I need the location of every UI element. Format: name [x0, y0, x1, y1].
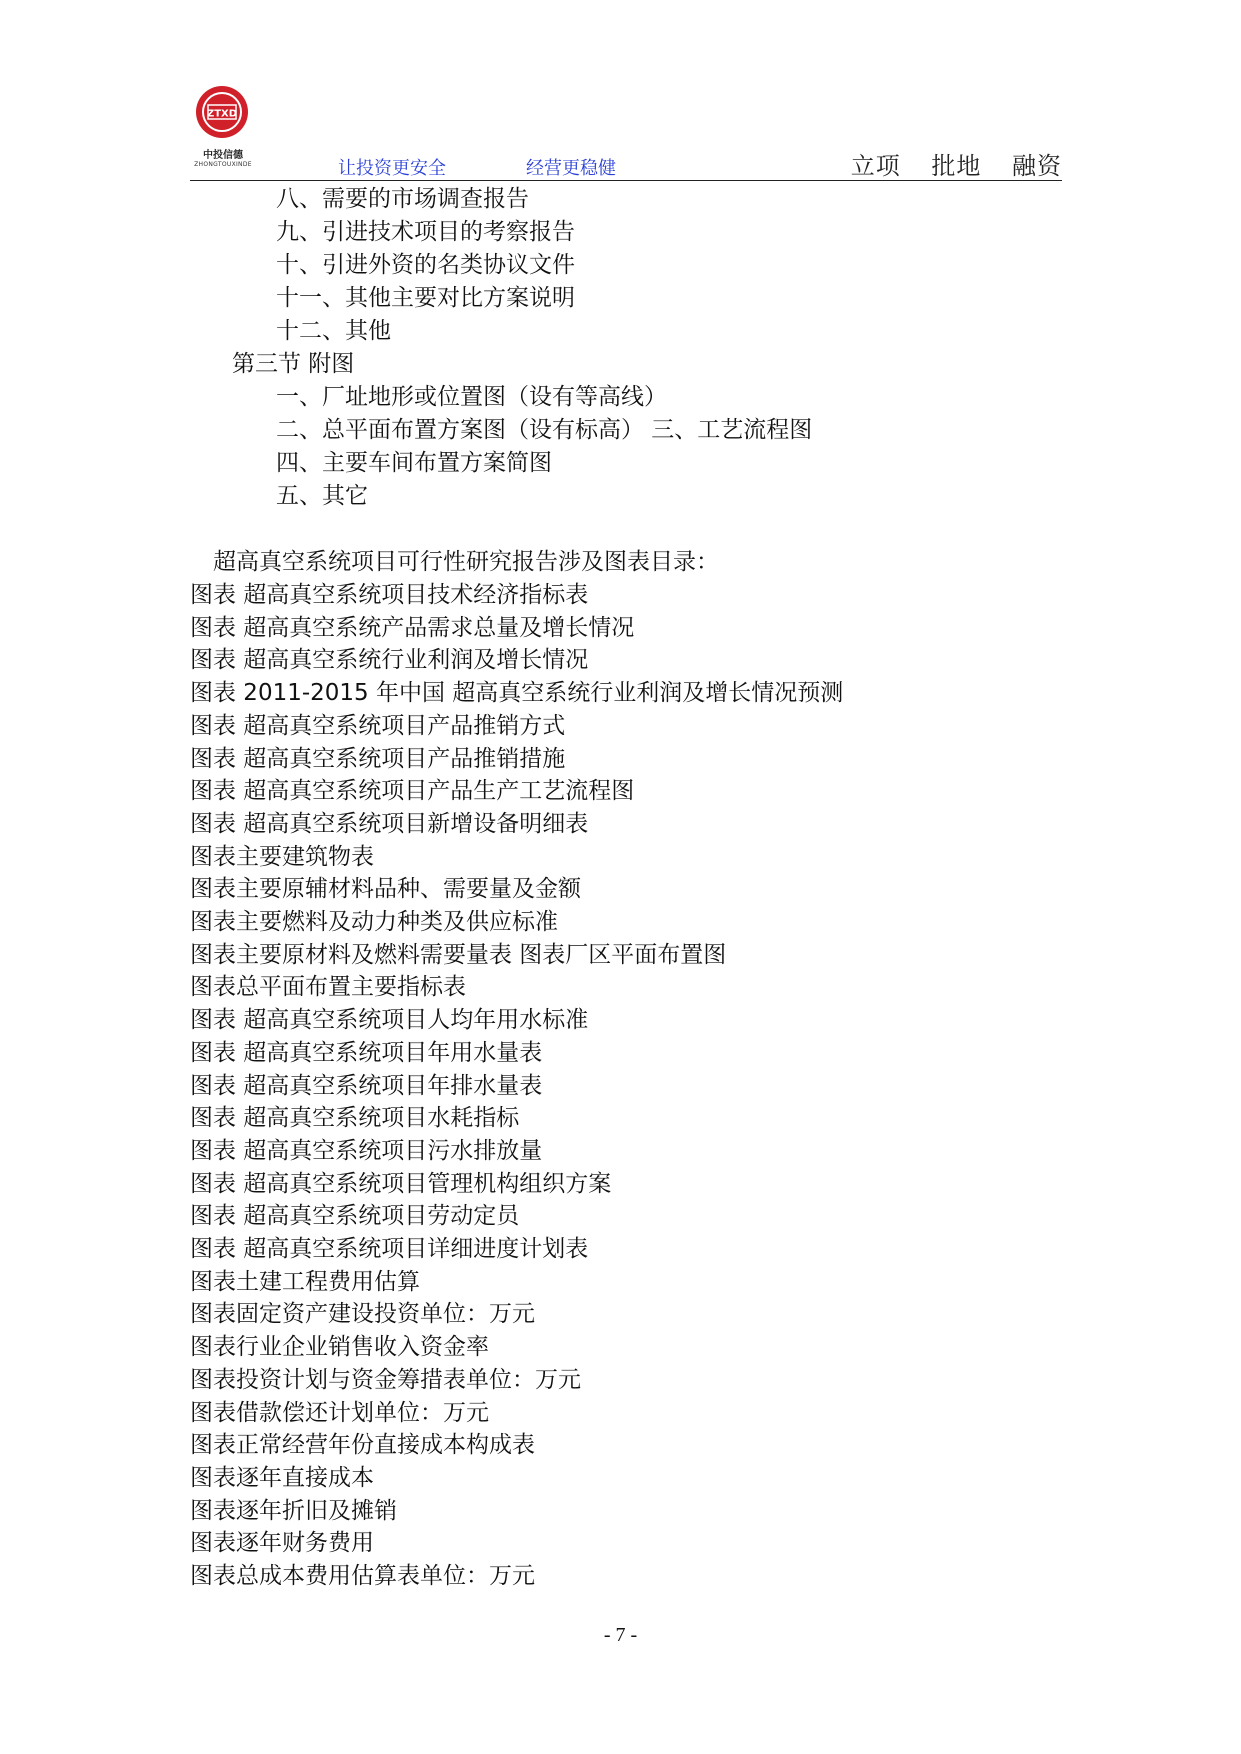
chart-list-item: 图表主要原材料及燃料需要量表 图表厂区平面布置图 [190, 941, 727, 968]
chart-list-item: 图表 超高真空系统项目年用水量表 [190, 1039, 543, 1066]
svg-text:ZTXD: ZTXD [206, 108, 238, 120]
chart-list-title: 超高真空系统项目可行性研究报告涉及图表目录： [213, 549, 719, 575]
appendix-item: 一、厂址地形或位置图（设有等高线） [276, 384, 667, 410]
appendix-item: 四、主要车间布置方案简图 [276, 450, 552, 476]
chart-list-item: 图表 超高真空系统项目管理机构组织方案 [190, 1170, 612, 1197]
chart-list-item: 图表逐年折旧及摊销 [190, 1497, 397, 1524]
section-item: 九、引进技术项目的考察报告 [276, 219, 575, 245]
chart-list-item: 图表 超高真空系统行业利润及增长情况 [190, 647, 589, 674]
chart-list-item: 图表 超高真空系统项目产品推销措施 [190, 745, 566, 772]
chart-list-item: 图表主要燃料及动力种类及供应标准 [190, 909, 558, 935]
appendix-item: 五、其它 [276, 483, 368, 509]
section-item: 十、引进外资的名类协议文件 [276, 252, 575, 278]
logo-brand-text: 中投信德 [203, 150, 243, 161]
section3-heading: 第三节 附图 [232, 351, 355, 377]
chart-list-item: 图表 超高真空系统项目详细进度计划表 [190, 1236, 589, 1262]
chart-list-item: 图表主要建筑物表 [190, 843, 374, 870]
chart-list-item: 图表主要原辅材料品种、需要量及金额 [190, 876, 581, 903]
section-item: 十一、其他主要对比方案说明 [276, 285, 575, 311]
section-item: 十二、其他 [276, 318, 391, 344]
chart-list-item: 图表 超高真空系统项目劳动定员 [190, 1203, 520, 1230]
section-item: 八、需要的市场调查报告 [276, 186, 529, 212]
header-divider [190, 180, 1062, 181]
chart-list-item: 图表行业企业销售收入资金率 [190, 1334, 489, 1361]
chart-list-item: 图表 超高真空系统项目产品推销方式 [190, 712, 566, 739]
header-item-land: 批地 [931, 152, 982, 180]
chart-list-item: 图表 超高真空系统项目技术经济指标表 [190, 582, 589, 608]
logo-subtext: ZHONGTOUXINDE [194, 161, 252, 168]
chart-list-item: 图表土建工程费用估算 [190, 1268, 420, 1295]
appendix-item: 二、总平面布置方案图（设有标高） 三、工艺流程图 [276, 417, 813, 443]
chart-list-item: 图表 超高真空系统项目产品生产工艺流程图 [190, 778, 635, 805]
chart-list-item: 图表固定资产建设投资单位：万元 [190, 1301, 535, 1328]
chart-list-item: 图表 超高真空系统项目新增设备明细表 [190, 810, 589, 837]
chart-list-item: 图表借款偿还计划单位：万元 [190, 1399, 489, 1426]
slogan-safe: 让投资更安全 [338, 158, 446, 179]
page-number: - 7 - [603, 1624, 638, 1646]
chart-list-item: 图表 2011-2015 年中国 超高真空系统行业利润及增长情况预测 [190, 680, 844, 707]
chart-list-item: 图表 超高真空系统项目人均年用水标准 [190, 1007, 589, 1034]
header-services [829, 146, 1062, 181]
header-item-financing: 融资 [1012, 152, 1062, 180]
chart-list-item: 图表 超高真空系统项目污水排放量 [190, 1137, 543, 1164]
chart-list-item: 图表 超高真空系统项目年排水量表 [190, 1072, 543, 1099]
chart-list-item: 图表总成本费用估算表单位：万元 [190, 1563, 535, 1589]
chart-list-item: 图表正常经营年份直接成本构成表 [190, 1432, 535, 1459]
slogan-stable: 经营更稳健 [526, 158, 616, 179]
chart-list-item: 图表逐年财务费用 [190, 1530, 374, 1557]
chart-list-item: 图表 超高真空系统产品需求总量及增长情况 [190, 614, 635, 641]
page-header [188, 84, 1062, 180]
chart-list-item: 图表总平面布置主要指标表 [190, 974, 466, 1001]
header-item-approval: 立项 [850, 152, 901, 180]
chart-list-item: 图表 超高真空系统项目水耗指标 [190, 1105, 520, 1132]
chart-list-item: 图表逐年直接成本 [190, 1464, 374, 1491]
chart-list-item: 图表投资计划与资金筹措表单位：万元 [190, 1366, 581, 1393]
